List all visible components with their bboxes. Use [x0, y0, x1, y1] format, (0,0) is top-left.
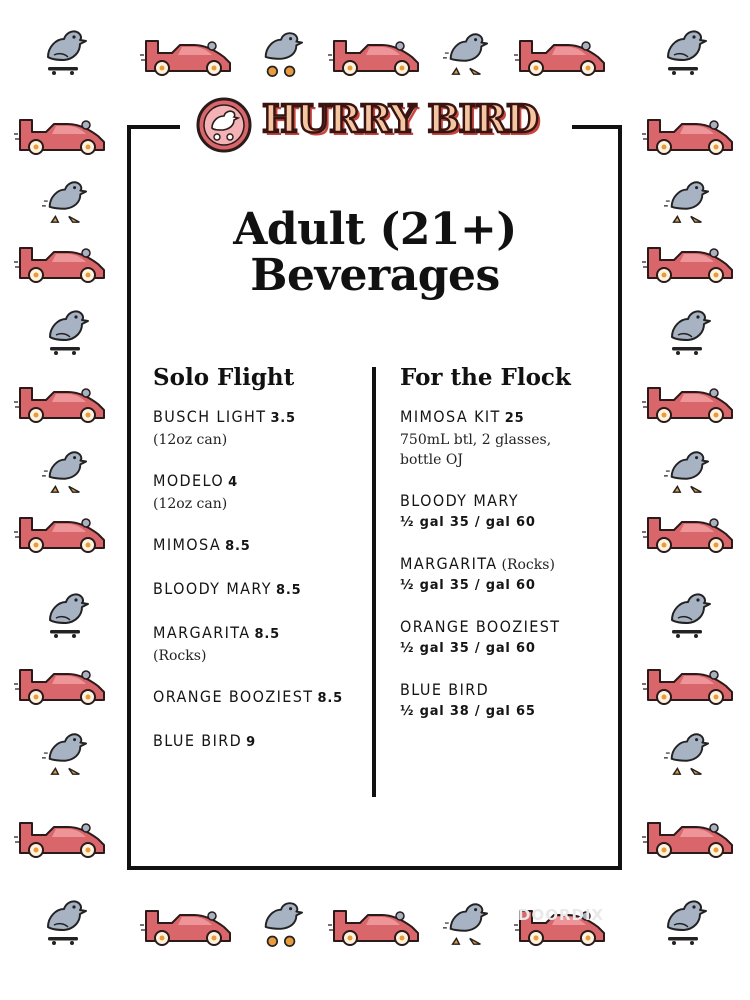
menu-item — [153, 406, 368, 450]
race-car-icon — [642, 662, 738, 706]
item-name: BLOODY MARY — [400, 491, 519, 510]
item-name: MIMOSA — [153, 535, 222, 554]
column-divider — [372, 367, 376, 797]
race-car-icon — [14, 380, 110, 424]
item-name: MARGARITA — [400, 554, 498, 573]
bird-skateboard-icon — [660, 25, 708, 77]
bird-skateboard-icon — [664, 588, 712, 640]
section-heading: For the Flock — [400, 364, 571, 391]
bird-skateboard-icon — [660, 895, 708, 947]
item-note: 750mL btl, 2 glasses, — [400, 432, 552, 448]
item-price: 8.5 — [254, 627, 280, 642]
bird-running-icon — [42, 178, 88, 228]
bird-running-icon — [664, 730, 710, 780]
item-price: 3.5 — [270, 411, 296, 426]
brand-logo-icon — [195, 96, 253, 154]
solo-flight-section — [153, 362, 368, 774]
bird-skateboard-icon — [42, 305, 90, 357]
section-heading: Solo Flight — [153, 364, 295, 391]
menu-item — [153, 470, 368, 514]
bird-skateboard-icon — [42, 588, 90, 640]
menu-item — [153, 686, 368, 710]
race-car-icon — [14, 510, 110, 554]
item-price: 9 — [246, 735, 256, 750]
race-car-icon — [514, 33, 610, 77]
bird-scooter-icon — [258, 30, 304, 80]
race-car-icon — [642, 380, 738, 424]
item-name: BLOODY MARY — [153, 579, 272, 598]
bird-running-icon — [42, 730, 88, 780]
item-name: MARGARITA — [153, 623, 251, 642]
item-sizes: ½ gal 35 / gal 60 — [400, 641, 536, 656]
race-car-icon — [14, 112, 110, 156]
menu-item — [153, 534, 368, 558]
item-name: ORANGE BOOZIEST — [400, 617, 561, 636]
bird-running-icon — [443, 900, 489, 950]
race-car-icon — [14, 662, 110, 706]
race-car-icon — [14, 240, 110, 284]
bird-skateboard-icon — [40, 25, 88, 77]
item-sizes: ½ gal 38 / gal 65 — [400, 704, 536, 719]
brand-wordmark: HURRY BIRD — [262, 96, 538, 141]
page-title-line2: Beverages — [250, 250, 500, 301]
item-price: 8.5 — [225, 539, 251, 554]
item-name: MIMOSA KIT — [400, 407, 501, 426]
menu-item — [400, 490, 610, 533]
race-car-icon — [328, 903, 424, 947]
menu-item — [400, 679, 610, 722]
bird-running-icon — [443, 30, 489, 80]
item-price: 8.5 — [317, 691, 343, 706]
item-note: (12oz can) — [153, 496, 228, 512]
race-car-icon — [642, 112, 738, 156]
race-car-icon — [642, 510, 738, 554]
item-note: (Rocks) — [153, 648, 207, 664]
menu-item — [400, 616, 610, 659]
race-car-icon — [14, 815, 110, 859]
watermark: DOORDIX — [518, 906, 605, 924]
item-note: bottle OJ — [400, 452, 463, 468]
item-name: BUSCH LIGHT — [153, 407, 267, 426]
item-sizes: ½ gal 35 / gal 60 — [400, 515, 536, 530]
page-title-line1: Adult (21+) — [233, 204, 517, 255]
item-name: BLUE BIRD — [400, 680, 490, 699]
for-the-flock-section — [400, 362, 610, 742]
menu-item — [400, 553, 610, 596]
bird-running-icon — [664, 178, 710, 228]
item-sizes: ½ gal 35 / gal 60 — [400, 578, 536, 593]
bird-running-icon — [664, 448, 710, 498]
race-car-icon — [642, 815, 738, 859]
bird-running-icon — [42, 448, 88, 498]
item-note: (Rocks) — [501, 557, 555, 573]
bird-skateboard-icon — [40, 895, 88, 947]
bird-skateboard-icon — [664, 305, 712, 357]
item-price: 8.5 — [275, 583, 302, 598]
race-car-icon — [642, 240, 738, 284]
menu-item — [400, 406, 610, 470]
item-name: ORANGE BOOZIEST — [153, 687, 314, 706]
bird-scooter-icon — [258, 900, 304, 950]
menu-item — [153, 578, 368, 602]
menu-item — [153, 730, 368, 754]
item-name: MODELO — [153, 471, 225, 490]
page-title — [140, 204, 610, 301]
item-price: 25 — [504, 411, 525, 426]
race-car-icon — [140, 33, 236, 77]
race-car-icon — [140, 903, 236, 947]
item-name: BLUE BIRD — [153, 731, 243, 750]
item-note: (12oz can) — [153, 432, 228, 448]
menu-item — [153, 622, 368, 666]
item-price: 4 — [228, 475, 238, 490]
race-car-icon — [328, 33, 424, 77]
